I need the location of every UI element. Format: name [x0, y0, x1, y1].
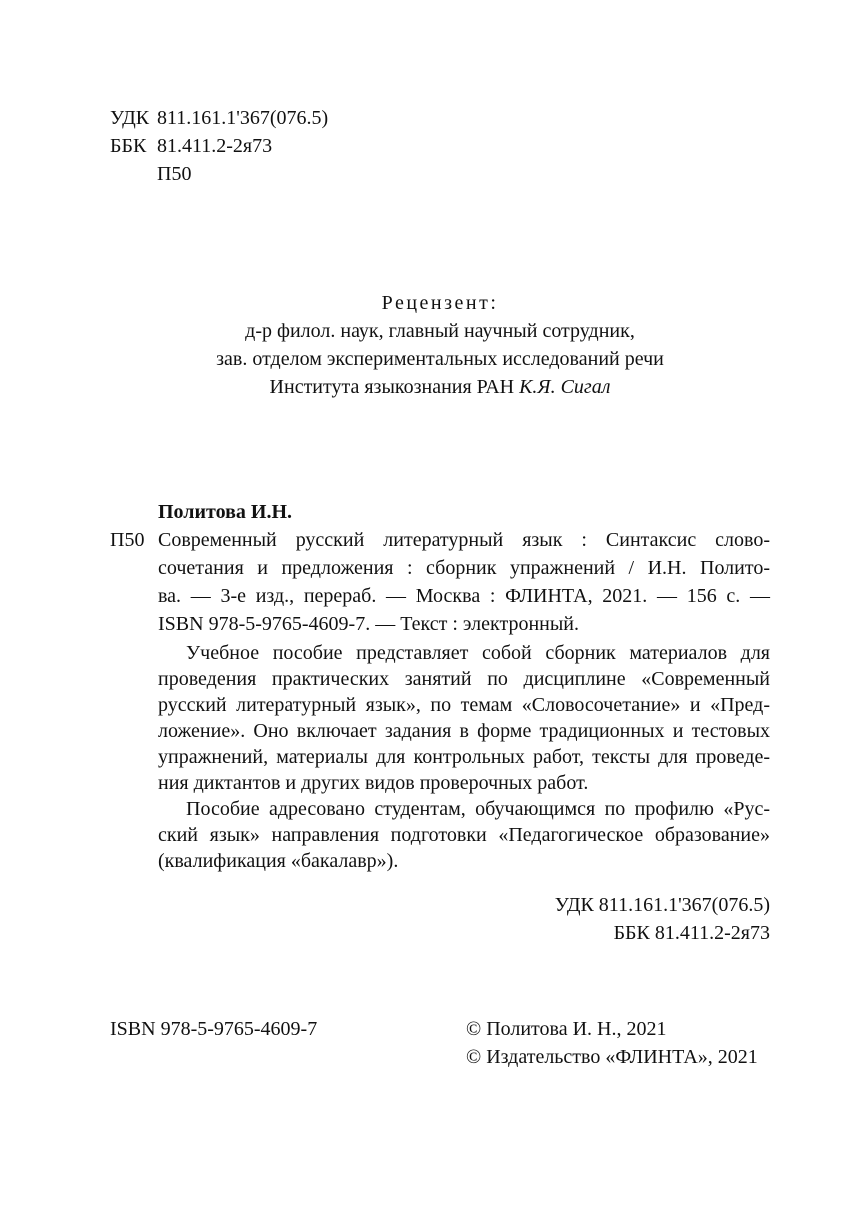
annotation-line: ский язык» направления подготовки «Педагогическое образование» [158, 824, 770, 846]
udk-bottom: УДК 811.161.1'367(076.5) [554, 894, 770, 916]
annotation-line: Учебное пособие представляет собой сборник материалов для [186, 642, 770, 664]
annotation-line: ния диктантов и других видов проверочных работ. [158, 772, 589, 794]
classification-top [110, 104, 328, 188]
annotation-line: (квалификация «бакалавр»). [158, 850, 399, 872]
author-code-side: П50 [110, 529, 145, 551]
reviewer-name: К.Я. Сигал [519, 376, 611, 398]
description-line: ISBN 978-5-9765-4609-7. — Текст : электронный. [158, 613, 579, 635]
author-code-top [110, 160, 328, 188]
bbk-label: ББК [110, 135, 147, 157]
bbk-row [110, 132, 328, 160]
copyright-block [466, 1015, 758, 1071]
reviewer-line-3 [110, 373, 770, 401]
udk-value: 811.161.1'367(076.5) [157, 107, 329, 129]
copyright-author: © Политова И. Н., 2021 [466, 1018, 667, 1040]
annotation-line: упражнений, материалы для контрольных работ, тексты для проведе- [158, 746, 770, 768]
reviewer-institute: Института языкознания РАН [269, 376, 515, 398]
copyright-publisher: © Издательство «ФЛИНТА», 2021 [466, 1046, 758, 1068]
author-code-value: П50 [157, 163, 192, 185]
author-heading: Политова И.Н. [158, 501, 293, 523]
reviewer-block [110, 289, 770, 401]
isbn-footer: ISBN 978-5-9765-4609-7 [110, 1018, 318, 1040]
classification-bottom [555, 891, 770, 947]
description-line: Современный русский литературный язык : Синтаксис слово- [158, 529, 770, 551]
annotation-line: Пособие адресовано студентам, обучающимся по профилю «Рус- [186, 798, 770, 820]
reviewer-line-1: д-р филол. наук, главный научный сотрудник, [245, 320, 635, 342]
annotation-line: русский литературный язык», по темам «Словосочетание» и «Пред- [158, 694, 770, 716]
reviewer-heading: Рецензент: [381, 292, 499, 314]
description-line: ва. — 3-е изд., перераб. — Москва : ФЛИНТА, 2021. — 156 с. — [158, 585, 770, 607]
description-line: сочетания и предложения : сборник упражнений / И.Н. Полито- [158, 557, 770, 579]
bbk-bottom: ББК 81.411.2-2я73 [613, 922, 770, 944]
annotation-line: ложение». Оно включает задания в форме традиционных и тестовых [158, 720, 770, 742]
bibliographic-description [158, 526, 770, 638]
reviewer-line-2: зав. отделом экспериментальных исследований речи [216, 348, 664, 370]
annotation [158, 640, 770, 874]
bbk-value: 81.411.2-2я73 [157, 135, 273, 157]
annotation-line: проведения практических занятий по дисциплине «Современный [158, 668, 770, 690]
udk-row [110, 104, 328, 132]
udk-label: УДК [110, 107, 150, 129]
